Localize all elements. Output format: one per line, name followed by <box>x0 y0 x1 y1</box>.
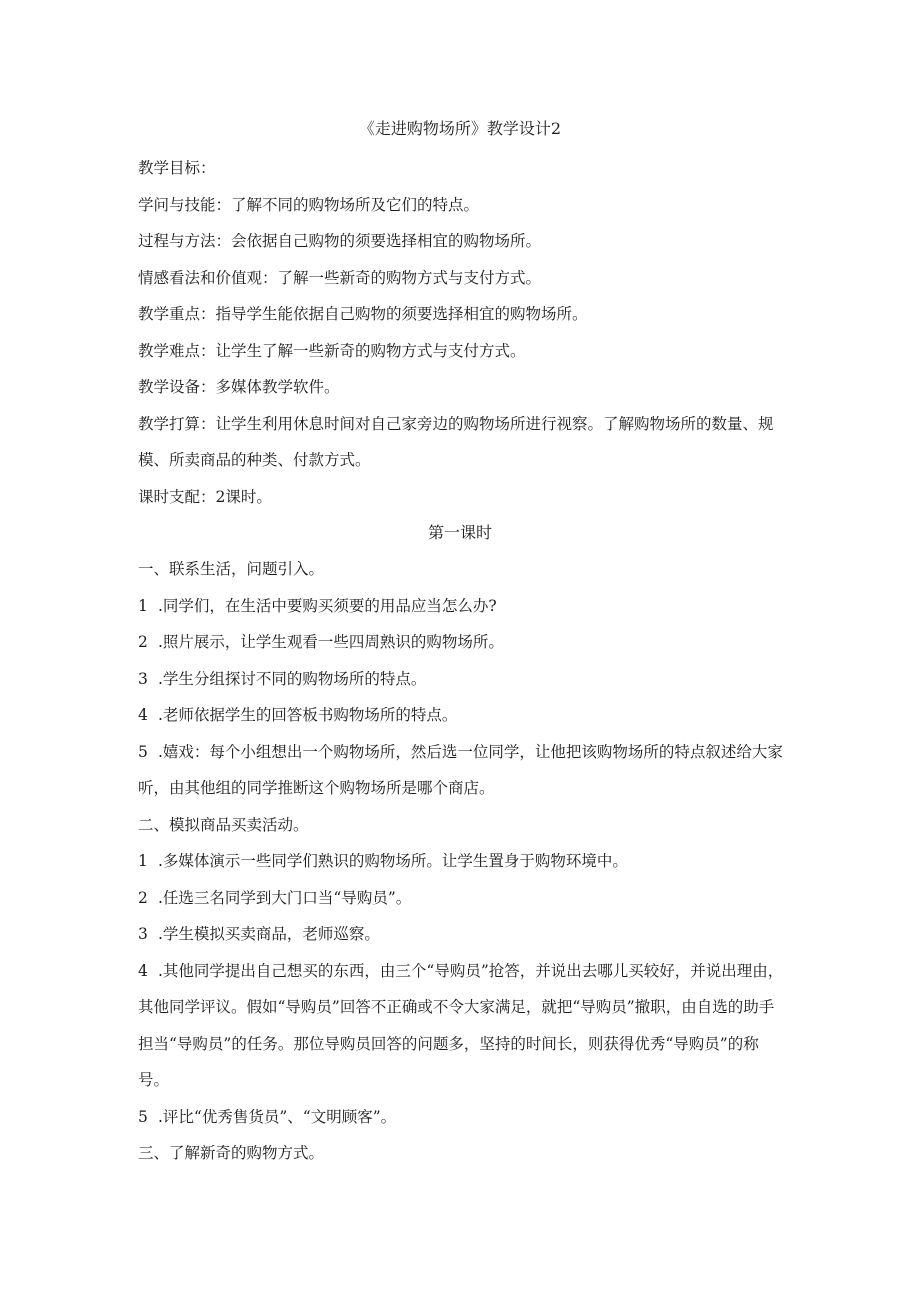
intro-key-point: 教学重点：指导学生能依据自己购物的须要选择相宜的购物场所。 <box>138 305 588 323</box>
intro-equipment: 教学设备：多媒体教学软件。 <box>138 378 340 396</box>
part1-heading: 一、联系生活，问题引入。 <box>138 560 325 578</box>
item-text: .照片展示，让学生观看一些四周熟识的购物场所。 <box>158 633 504 651</box>
item-text: .任选三名同学到大门口当“导购员”。 <box>158 888 412 907</box>
item-text: .同学们，在生活中要购买须要的用品应当怎么办? <box>158 596 497 615</box>
item-number: 4 <box>138 961 148 980</box>
item-number: 2 <box>138 888 148 907</box>
intro-process-method: 过程与方法：会依据自己购物的须要选择相宜的购物场所。 <box>138 232 542 250</box>
item-text: .学生分组探讨不同的购物场所的特点。 <box>158 669 427 688</box>
item-number: 1 <box>138 852 148 870</box>
item-text: .其他同学提出自己想买的东西，由三个“导购员”抢答，并说出去哪儿买较好，并说出理由，其他同学评议。假如“导购员”回答不正确或不令大家满足，就把“导购员”撤职，由自选的助手担当“导购员”的任务。那位导购员回答的问题多，坚持的时间长，则获得优秀“导购员”的称号。 <box>138 961 784 1089</box>
item-number: 5 <box>138 742 148 761</box>
part1-item-5 <box>138 734 788 807</box>
item-text: .学生模拟买卖商品，老师巡察。 <box>158 925 380 943</box>
part2-item-4 <box>138 953 788 1099</box>
part2-item-3 <box>138 916 788 953</box>
intro-objectives-label: 教学目标： <box>138 159 216 177</box>
intro-schedule: 课时支配：2课时。 <box>138 487 272 506</box>
item-text: .评比“优秀售货员”、“文明顾客”。 <box>158 1107 397 1126</box>
item-number: 4 <box>138 706 148 724</box>
part1-item-1 <box>138 588 788 625</box>
item-text: .老师依据学生的回答板书购物场所的特点。 <box>158 706 458 724</box>
part3-heading: 三、了解新奇的购物方式。 <box>138 1144 325 1162</box>
part1-item-2 <box>138 624 788 661</box>
part2-item-2 <box>138 880 788 917</box>
lesson-title: 第一课时 <box>427 523 492 542</box>
intro-attitude-values: 情感看法和价值观：了解一些新奇的购物方式与支付方式。 <box>138 268 542 287</box>
part2-item-5 <box>138 1099 788 1136</box>
part2-item-1 <box>138 843 788 880</box>
document-title: 《走进购物场所》教学设计2 <box>358 119 562 138</box>
item-text: .多媒体演示一些同学们熟识的购物场所。让学生置身于购物环境中。 <box>158 852 628 870</box>
part1-item-4 <box>138 697 788 734</box>
intro-difficulty: 教学难点：让学生了解一些新奇的购物方式与支付方式。 <box>138 341 526 360</box>
intro-preparation: 教学打算：让学生利用休息时间对自己家旁边的购物场所进行视察。了解购物场所的数量、规模、所卖商品的种类、付款方式。 <box>138 414 774 469</box>
item-number: 5 <box>138 1107 148 1126</box>
item-number: 3 <box>138 669 148 688</box>
item-number: 1 <box>138 596 148 615</box>
item-number: 2 <box>138 633 148 651</box>
document-body <box>138 150 788 1172</box>
part1-item-3 <box>138 661 788 698</box>
part2-heading: 二、模拟商品买卖活动。 <box>138 815 309 834</box>
item-number: 3 <box>138 925 148 943</box>
item-text: .嬉戏：每个小组想出一个购物场所，然后选一位同学，让他把该购物场所的特点叙述给大家听，由其他组的同学推断这个购物场所是哪个商店。 <box>138 742 783 797</box>
intro-knowledge-skills: 学问与技能：了解不同的购物场所及它们的特点。 <box>138 195 480 214</box>
